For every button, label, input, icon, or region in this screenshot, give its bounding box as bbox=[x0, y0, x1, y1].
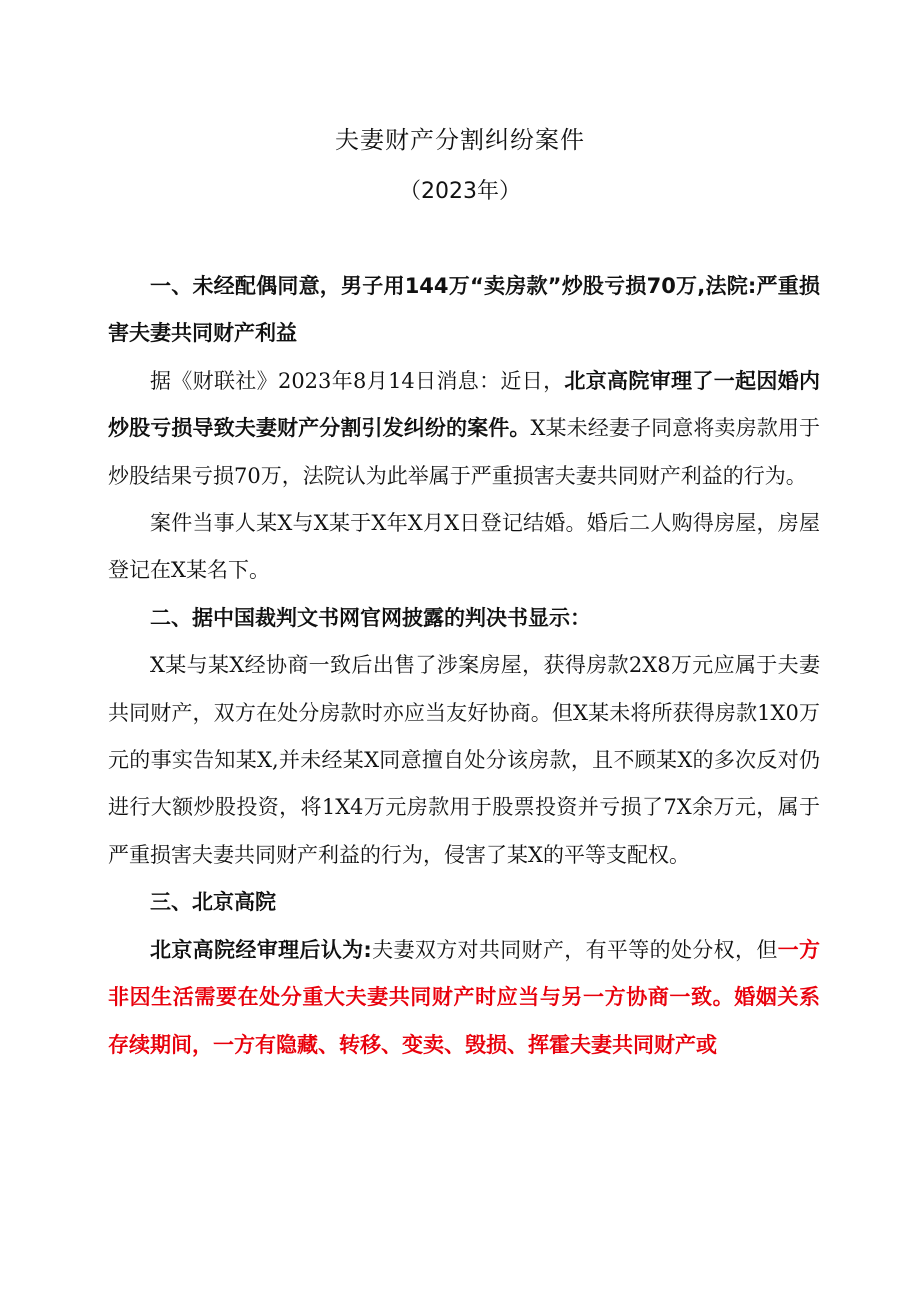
section-3-paragraph-1 bbox=[108, 927, 820, 1069]
section-1-heading: 一、未经配偶同意，男子用144万“卖房款”炒股亏损70万,法院:严重损害夫妻共同财产利益 bbox=[108, 274, 820, 346]
section-1-paragraph-1 bbox=[108, 358, 820, 500]
paragraph-text: X某未经妻子同意将卖房款用于炒股结果亏损70万，法院认为此举属于严重损害夫妻共同财产利益的行为。 bbox=[108, 416, 820, 488]
document-title: 夫妻财产分割纠纷案件 bbox=[335, 126, 585, 154]
section-2-paragraph-1: X某与某X经协商一致后出售了涉案房屋，获得房款2X8万元应属于夫妻共同财产，双方在处分房款时亦应当友好协商。但X某未将所获得房款1X0万元的事实告知某X,并未经某X同意擅自处分该房款，且不顾某X的多次反对仍进行大额炒股投资，将1X4万元房款用于股票投资并亏损了7X余万元，属于严重损害夫妻共同财产利益的行为，侵害了某X的平等支配权。 bbox=[108, 653, 820, 867]
section-1-paragraph-2: 案件当事人某X与X某于X年X月X日登记结婚。婚后二人购得房屋，房屋登记在X某名下。 bbox=[108, 511, 820, 583]
paragraph-text: 据《财联社》2023年8月14日消息：近日， bbox=[150, 368, 565, 393]
paragraph-text: 夫妻双方对共同财产，有平等的处分权，但 bbox=[371, 937, 778, 962]
document-body bbox=[108, 263, 820, 1069]
bold-text: 北京高院审理了一起因婚内炒股亏损导致夫妻财产分割引发纠纷的案件。 bbox=[108, 368, 820, 441]
section-3-heading: 三、北京高院 bbox=[150, 890, 276, 915]
red-emphasis-text: 一方非因生活需要在处分重大夫妻共同财产时应当与另一方协商一致。婚姻关系存续期间，一方有隐藏、转移、变卖、毁损、挥霍夫妻共同财产或 bbox=[108, 937, 821, 1057]
bold-text: 北京高院经审理后认为: bbox=[150, 937, 372, 962]
section-2-heading: 二、据中国裁判文书网官网披露的判决书显示： bbox=[150, 605, 591, 630]
document-subtitle: （2023年） bbox=[399, 179, 521, 204]
